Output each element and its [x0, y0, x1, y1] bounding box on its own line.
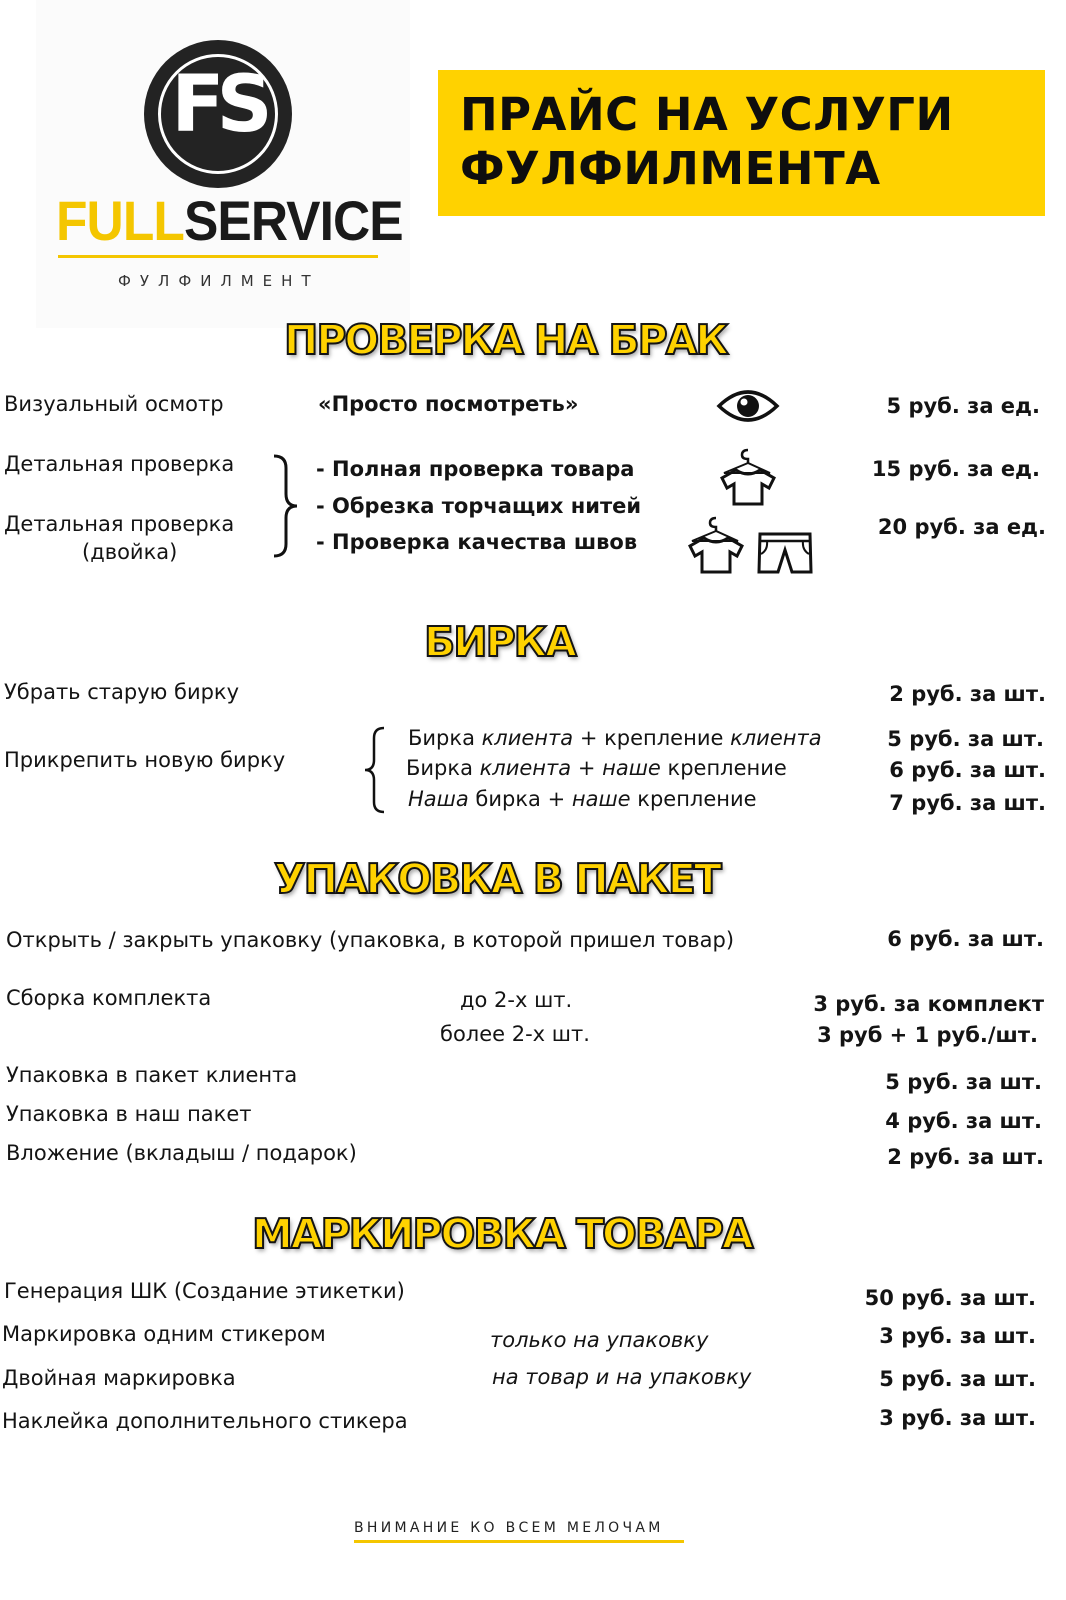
footer-underline	[354, 1540, 684, 1543]
shorts-icon	[756, 530, 814, 576]
visual-inspection-label: Визуальный осмотр	[4, 392, 224, 416]
our-bag-price: 4 руб. за шт.	[885, 1109, 1042, 1133]
tag-option-3-price: 7 руб. за шт.	[889, 791, 1046, 815]
kit-price-1: 3 руб. за комплект	[813, 992, 1044, 1016]
tshirt-hanger-icon-2	[684, 514, 748, 576]
tag-option-3: Наша бирка + наше крепление	[408, 787, 757, 811]
open-close-label: Открыть / закрыть упаковку (упаковка, в которой пришел товар)	[6, 928, 735, 952]
detail-item-2: - Обрезка торчащих нитей	[316, 494, 642, 518]
remove-tag-price: 2 руб. за шт.	[889, 682, 1046, 706]
detail-item-1: - Полная проверка товара	[316, 457, 635, 481]
kit-option-1: до 2-х шт.	[460, 988, 573, 1012]
detail-check-double-price: 20 руб. за ед.	[877, 515, 1046, 539]
page-title-line2: ФУЛФИЛМЕНТА	[460, 142, 881, 195]
client-bag-label: Упаковка в пакет клиента	[6, 1063, 298, 1087]
detail-check-double-label: Детальная проверка	[4, 512, 235, 536]
curly-brace-right	[270, 454, 300, 558]
kit-assembly-label: Сборка комплекта	[6, 986, 212, 1010]
logo-monogram: FS	[171, 60, 265, 150]
double-marking-label: Двойная маркировка	[2, 1366, 236, 1390]
kit-option-2: более 2-х шт.	[440, 1022, 590, 1046]
detail-check-label: Детальная проверка	[4, 452, 235, 476]
extra-sticker-price: 3 руб. за шт.	[879, 1406, 1036, 1430]
barcode-price: 50 руб. за шт.	[864, 1286, 1036, 1310]
visual-inspection-price: 5 руб. за ед.	[886, 394, 1040, 418]
brand-name-part1: FULL	[56, 189, 184, 252]
detail-check-price: 15 руб. за ед.	[871, 457, 1040, 481]
double-marking-desc: на товар и на упаковку	[492, 1365, 752, 1389]
brand-underline	[58, 255, 378, 258]
footer-slogan: ВНИМАНИЕ КО ВСЕМ МЕЛОЧАМ	[354, 1520, 664, 1536]
insert-price: 2 руб. за шт.	[887, 1145, 1044, 1169]
tag-option-1-price: 5 руб. за шт.	[887, 727, 1044, 751]
tshirt-hanger-icon	[716, 446, 780, 508]
tag-option-2: Бирка клиента + наше крепление	[406, 756, 787, 780]
brand-name	[56, 188, 403, 253]
remove-tag-label: Убрать старую бирку	[4, 680, 240, 704]
single-marking-desc: только на упаковку	[490, 1328, 709, 1352]
insert-label: Вложение (вкладыш / подарок)	[6, 1141, 357, 1165]
attach-tag-label: Прикрепить новую бирку	[4, 748, 286, 772]
double-marking-price: 5 руб. за шт.	[879, 1367, 1036, 1391]
page-title-banner	[438, 70, 1045, 216]
page-title-line1: ПРАЙС НА УСЛУГИ	[460, 88, 954, 141]
detail-item-3: - Проверка качества швов	[316, 530, 638, 554]
section-header-defect-check: ПРОВЕРКА НА БРАК	[284, 316, 727, 364]
eye-icon	[716, 384, 780, 428]
open-close-price: 6 руб. за шт.	[887, 927, 1044, 951]
kit-price-2: 3 руб + 1 руб./шт.	[817, 1023, 1038, 1047]
visual-inspection-desc: «Просто посмотреть»	[318, 392, 579, 416]
section-header-tag: БИРКА	[424, 618, 575, 666]
brand-subtitle: ФУЛФИЛМЕНТ	[118, 272, 320, 290]
brand-name-part2: SERVICE	[183, 189, 403, 252]
tag-option-1: Бирка клиента + крепление клиента	[408, 726, 822, 750]
single-marking-label: Маркировка одним стикером	[2, 1322, 326, 1346]
logo-emblem	[144, 40, 292, 188]
section-header-marking: МАРКИРОВКА ТОВАРА	[252, 1210, 752, 1258]
single-marking-price: 3 руб. за шт.	[879, 1324, 1036, 1348]
extra-sticker-label: Наклейка дополнительного стикера	[2, 1409, 408, 1433]
tag-option-2-price: 6 руб. за шт.	[889, 758, 1046, 782]
section-header-packing: УПАКОВКА В ПАКЕТ	[274, 855, 720, 903]
detail-check-double-sub: (двойка)	[82, 540, 178, 564]
barcode-label: Генерация ШК (Создание этикетки)	[4, 1279, 405, 1303]
client-bag-price: 5 руб. за шт.	[885, 1070, 1042, 1094]
our-bag-label: Упаковка в наш пакет	[6, 1102, 252, 1126]
curly-brace-left	[362, 726, 388, 814]
